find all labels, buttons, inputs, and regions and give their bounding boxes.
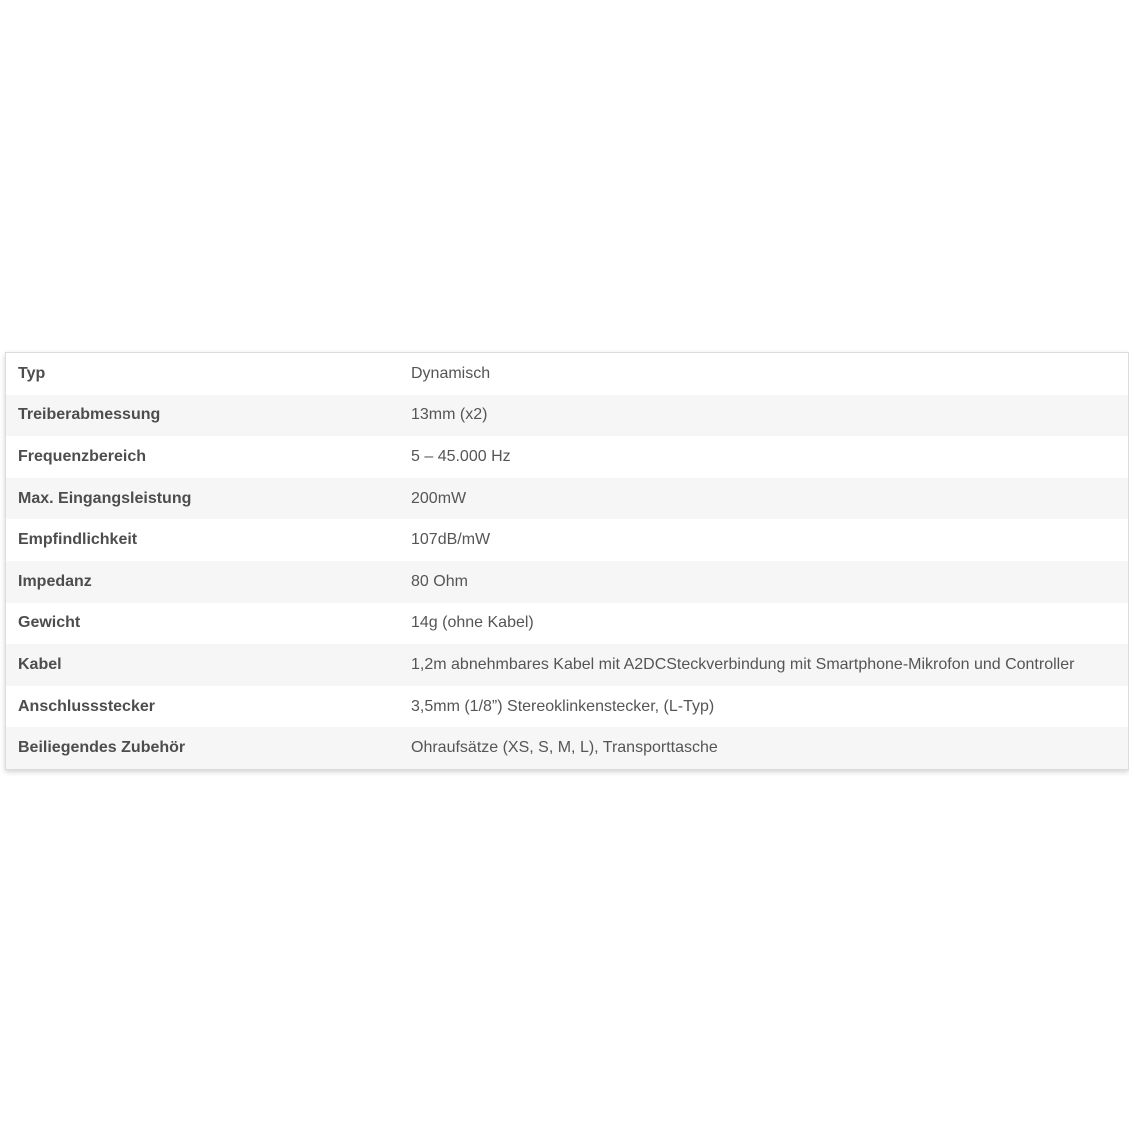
spec-value: Ohraufsätze (XS, S, M, L), Transporttasche xyxy=(411,739,718,757)
spec-label: Gewicht xyxy=(18,614,81,632)
spec-label: Beiliegendes Zubehör xyxy=(18,739,186,757)
spec-value: 80 Ohm xyxy=(411,572,468,590)
spec-label: Empfindlichkeit xyxy=(18,531,138,549)
spec-label: Treiberabmessung xyxy=(18,406,161,424)
spec-value: 3,5mm (1/8”) Stereoklinkenstecker, (L-Typ) xyxy=(411,697,715,715)
spec-value: 1,2m abnehmbares Kabel mit A2DCSteckverbindung mit Smartphone-Mikrofon und Controller xyxy=(411,655,1075,673)
spec-value: Dynamisch xyxy=(411,364,491,382)
spec-value: 5 – 45.000 Hz xyxy=(411,447,511,465)
spec-value: 200mW xyxy=(411,489,467,507)
spec-row-cable xyxy=(6,644,1128,686)
spec-value: 14g (ohne Kabel) xyxy=(411,614,534,632)
spec-value: 107dB/mW xyxy=(411,531,491,549)
spec-table xyxy=(5,352,1129,770)
spec-row-max-input-power xyxy=(6,478,1128,520)
spec-row-frequency-range xyxy=(6,436,1128,478)
spec-row-impedance xyxy=(6,561,1128,603)
spec-row-weight xyxy=(6,603,1128,645)
spec-row-connector xyxy=(6,686,1128,728)
spec-row-accessories xyxy=(6,727,1128,769)
spec-row-driver-size xyxy=(6,395,1128,437)
spec-label: Anschlussstecker xyxy=(18,697,155,715)
spec-label: Kabel xyxy=(18,655,62,673)
spec-label: Typ xyxy=(18,364,46,382)
spec-row-sensitivity xyxy=(6,519,1128,561)
spec-label: Max. Eingangsleistung xyxy=(18,489,192,507)
spec-row-type xyxy=(6,353,1128,395)
spec-label: Frequenzbereich xyxy=(18,447,147,465)
spec-value: 13mm (x2) xyxy=(411,406,488,424)
spec-label: Impedanz xyxy=(18,572,92,590)
